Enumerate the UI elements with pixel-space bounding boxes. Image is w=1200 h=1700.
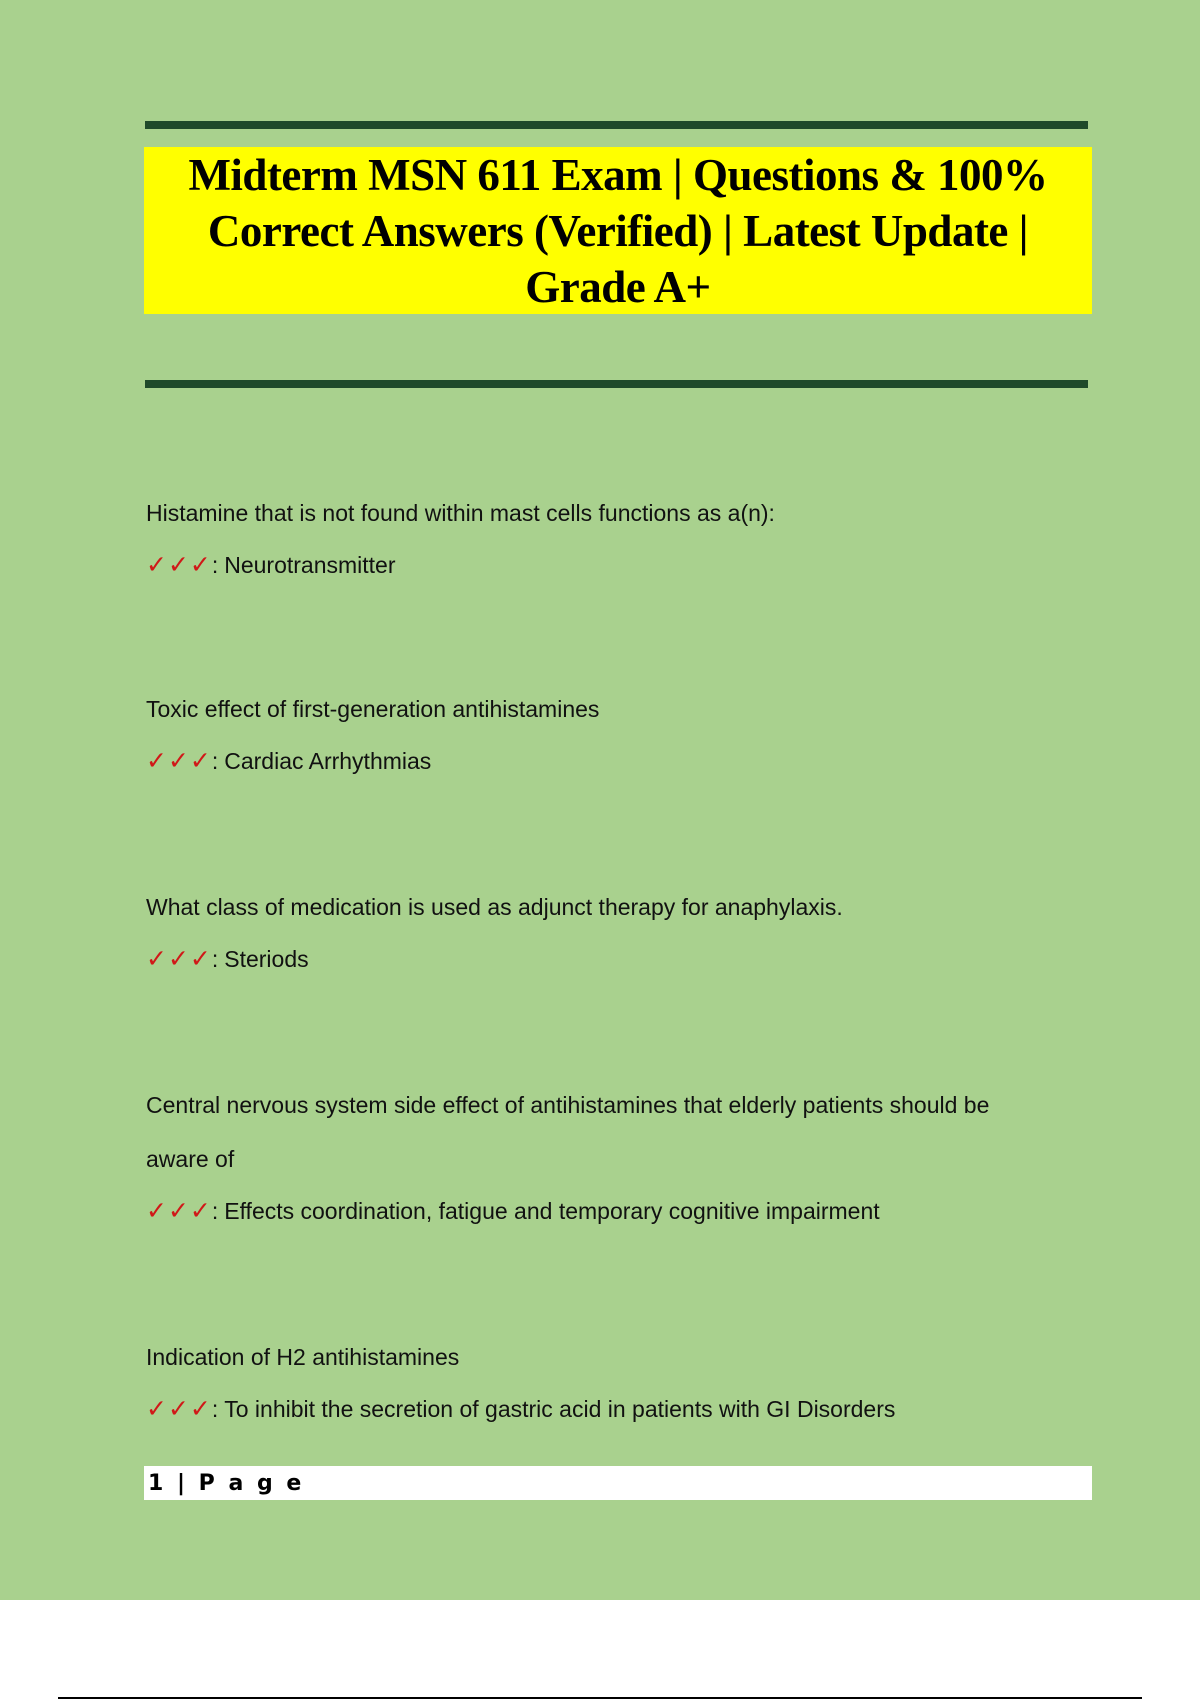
question-text: Indication of H2 antihistamines [146, 1344, 460, 1370]
qa-item [146, 1330, 1046, 1424]
bottom-divider [145, 380, 1088, 388]
check-marks-icon: ✓✓✓ [146, 551, 212, 579]
question-text: Histamine that is not found within mast cells functions as a(n): [146, 500, 775, 526]
document-title: Midterm MSN 611 Exam | Questions & 100% Correct Answers (Verified) | Latest Update | Grade A+ [188, 149, 1048, 312]
qa-item [146, 682, 1046, 776]
qa-item [146, 1078, 1046, 1226]
check-marks-icon: ✓✓✓ [146, 1197, 212, 1225]
question-text: Toxic effect of first-generation antihistamines [146, 696, 600, 722]
qa-item [146, 880, 1046, 974]
check-marks-icon: ✓✓✓ [146, 945, 212, 973]
question-text: Central nervous system side effect of antihistamines that elderly patients should be aware of [146, 1092, 990, 1172]
title-highlight [144, 147, 1092, 314]
check-marks-icon: ✓✓✓ [146, 1395, 212, 1423]
answer-text: To inhibit the secretion of gastric acid in patients with GI Disorders [224, 1396, 896, 1422]
check-marks-icon: ✓✓✓ [146, 747, 212, 775]
answer-row: ✓✓✓ : Cardiac Arrhythmias [146, 747, 432, 775]
question-text: What class of medication is used as adjunct therapy for anaphylaxis. [146, 894, 843, 920]
answer-text: Steriods [224, 946, 309, 972]
qa-item [146, 486, 1046, 580]
answer-row: ✓✓✓ : Effects coordination, fatigue and temporary cognitive impairment [146, 1197, 880, 1225]
answer-row: ✓✓✓ : To inhibit the secretion of gastric acid in patients with GI Disorders [146, 1395, 896, 1423]
page-number: 1 | P a g e [148, 1470, 305, 1496]
answer-text: Neurotransmitter [224, 552, 396, 578]
answer-row: ✓✓✓ : Neurotransmitter [146, 551, 396, 579]
top-divider [145, 121, 1088, 129]
page-footer [144, 1466, 1092, 1500]
page-separator [58, 1697, 1142, 1699]
answer-row: ✓✓✓ : Steriods [146, 945, 309, 973]
answer-text: Cardiac Arrhythmias [224, 748, 432, 774]
answer-text: Effects coordination, fatigue and temporary cognitive impairment [224, 1198, 880, 1224]
